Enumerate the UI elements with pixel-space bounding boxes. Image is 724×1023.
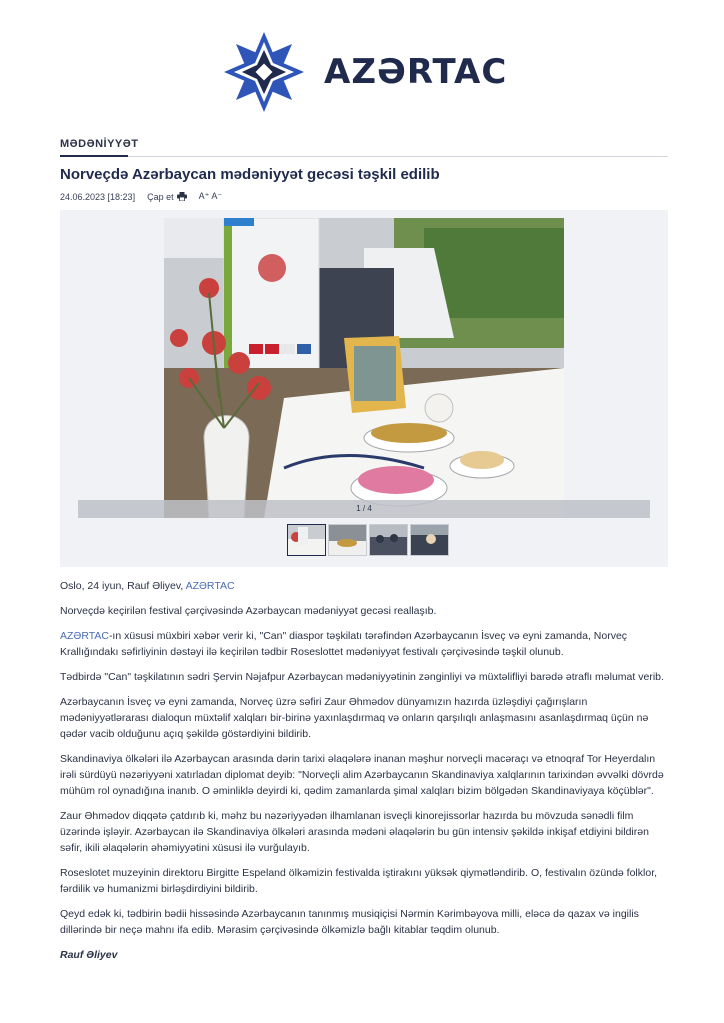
photo-gallery [60,210,668,567]
section-underline [60,155,128,157]
article-meta [60,191,222,202]
section-label[interactable]: MƏDƏNİYYƏT [60,138,139,150]
site-logo[interactable] [222,30,507,114]
print-button[interactable] [147,192,187,202]
paragraph: Azərbaycanın İsveç və eyni zamanda, Norveç üzrə səfiri Zaur Əhmədov dünyamızın hazırda üzləşdiyi çağırışların mədəniyyətlərarası dialoqun müxtəlif xalqları bir-birinə yaxınlaşdırmaq və onların qarşılıqlı anlaşmasını asanlaşdırmaq üçün nə qədər vacib olduğunu açıq şəkildə göstərdiyini bildirib. [60,696,649,740]
paragraph: Zaur Əhmədov diqqətə çatdırıb ki, məhz bu nəzəriyyədən ilhamlanan isveçli kinorejissorlar hazırda bu mövzuda sənədli film üzərində işləyir. Azərbaycan ilə Skandinaviya ölkələri arasında mədəni əlaqələrin bu gün intensiv şəkildə inkişaf etdiyini bildirən səfir, ikili əlaqələrin əhəmiyyətini xüsusi ilə vurğulayıb. [60,810,649,854]
azertac-emblem-icon [222,30,306,114]
font-size-controls[interactable]: A⁺ A⁻ [198,191,223,201]
paragraph: AZƏRTAC-ın xüsusi müxbiri xəbər verir ki, "Can" diaspor təşkilatı tərəfindən Azərbaycanın İsveç və eyni zamanda, Norveç Krallığındakı səfirliyinin dəstəyi ilə keçirilən tədbir Roseslottet mədəniyyət festivalı çərçivəsində təşkil olunub. [60,630,628,658]
print-label: Çap et [147,191,174,202]
article-author: Rauf Əliyev [60,949,118,961]
gallery-thumbnail-4[interactable] [410,524,449,556]
article-title: Norveçdə Azərbaycan mədəniyyət gecəsi təşkil edilib [60,166,440,183]
gallery-main-photo[interactable] [164,218,564,518]
article-body [60,578,668,972]
paragraph: Skandinaviya ölkələri ilə Azərbaycan arasında dərin tarixi əlaqələrə inanan məşhur norveçli macəraçı və etnoqraf Tor Heyerdalın irəli sürdüyü nəzəriyyəni xatırladan diplomat deyib: "Norveçli alim Azərbaycanın Skandinaviya xalqlarının tarixindən əvvəlki dövrdə mühüm rol oynadığına inanıb. O əminliklə deyirdi ki, qədim zamanlarda şimal xalqları bizim bölgədən Skandinaviyaya köçüblər". [60,753,664,797]
paragraph: Roseslotet muzeyinin direktoru Birgitte Espeland ölkəmizin festivalda iştirakını yüksək qiymətləndirib. O, festivalın özündə folklor, fərdilik və humanizmi birləşdirdiyini bildirib. [60,867,658,895]
paragraph: Tədbirdə "Can" təşkilatının sədri Şervin Nəjafpur Azərbaycan mədəniyyətinin zənginliyi və müxtəlifliyi barədə ətraflı məlumat verib. [60,671,664,683]
agency-link[interactable]: AZƏRTAC [60,630,109,642]
gallery-thumbnails [287,524,449,556]
gallery-thumbnail-1[interactable] [287,524,326,556]
gallery-thumbnail-3[interactable] [369,524,408,556]
paragraph: Norveçdə keçirilən festival çərçivəsində Azərbaycan mədəniyyət gecəsi reallaşıb. [60,605,437,617]
agency-link[interactable]: AZƏRTAC [185,580,235,592]
dateline: Oslo, 24 iyun, Rauf Əliyev, AZƏRTAC [60,580,235,592]
gallery-counter: 1 / 4 [78,500,650,518]
paragraph: Qeyd edək ki, tədbirin bədii hissəsində Azərbaycanın tanınmış musiqiçisi Nərmin Kərimbəyova milli, eləcə də qazax və ingilis dillərində bir neçə mahnı ifa edib. Mərasim çərçivəsində ölkəmizlə bağlı kitablar təqdim olunub. [60,908,639,936]
logo-wordmark: AZƏRTAC [324,52,508,92]
article-date: 24.06.2023 [18:23] [60,191,136,202]
section-header [60,134,668,157]
printer-icon [177,192,187,201]
gallery-thumbnail-2[interactable] [328,524,367,556]
